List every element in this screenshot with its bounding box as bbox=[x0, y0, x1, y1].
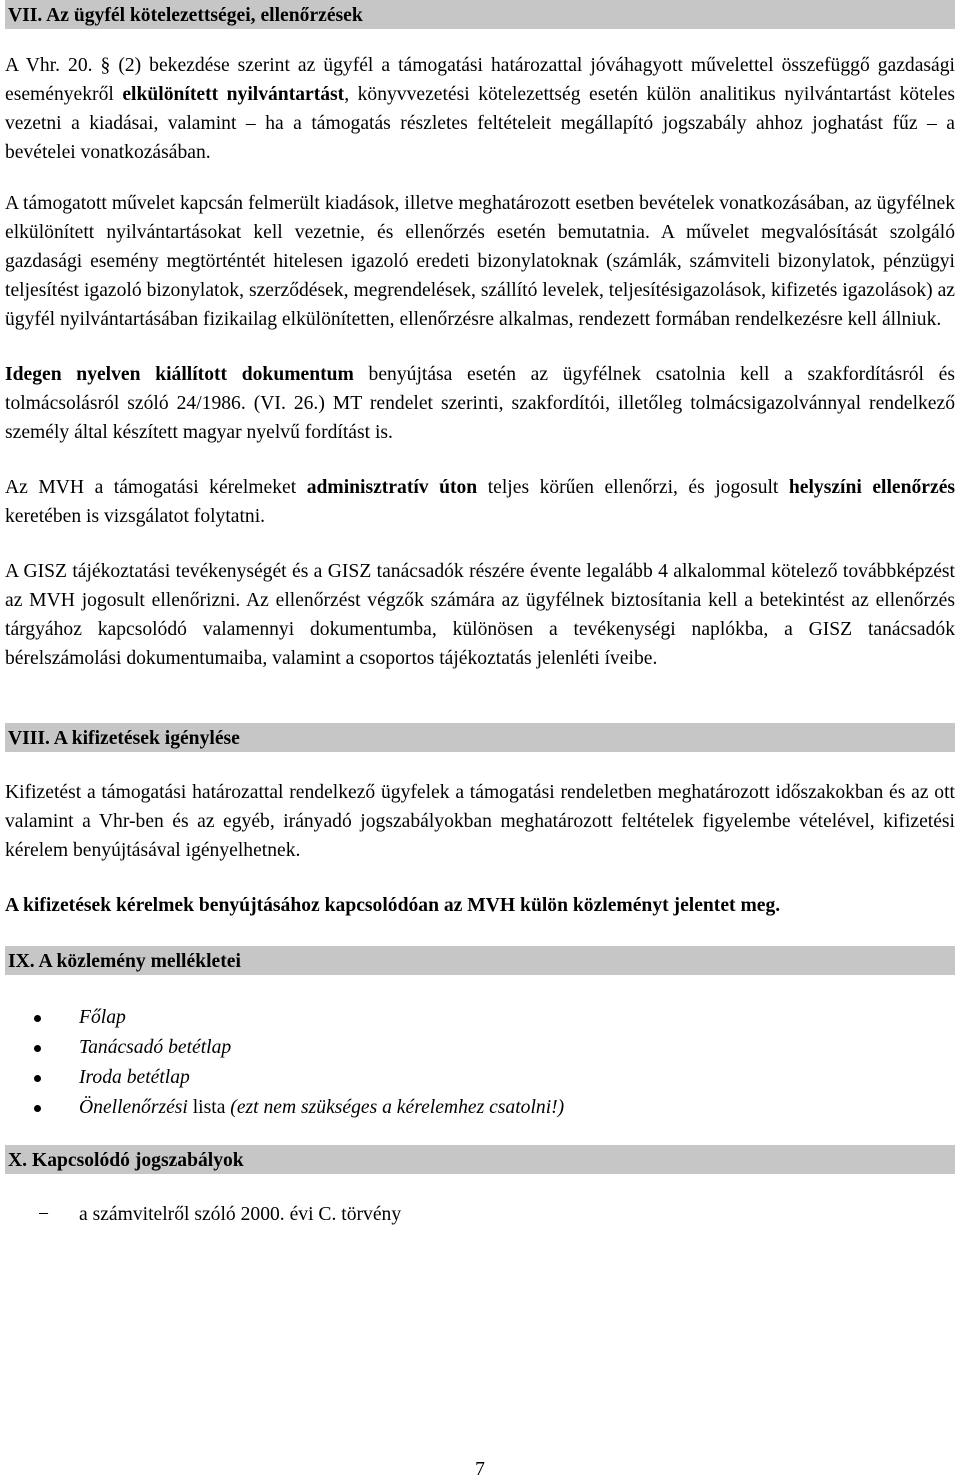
paragraph-vhr: A Vhr. 20. § (2) bekezdése szerint az ügyfél a támogatási határozattal jóváhagyott művelettel összefüggő gazdasági eseményekről elkülönített nyilvántartást, könyvvezetési kötelezettség esetén külön analitikus nyilvántartást köteles vezetni a kiadásai, valamint – ha a támogatás részletes feltételeit megállapító jogszabály ahhoz joghatást fűz – a bevételei vonatkozásában. bbox=[5, 55, 955, 163]
bullet-icon bbox=[34, 1075, 41, 1082]
section-heading-vii: VII. Az ügyfél kötelezettségei, ellenőrzések bbox=[5, 0, 955, 29]
paragraph-records: A támogatott művelet kapcsán felmerült kiadások, illetve meghatározott esetben bevételek vonatkozásában, az ügyfélnek elkülönített nyilvántartásokat kell vezetnie, és ellenőrzés esetén bemutatnia. A művelet megvalósítását szolgáló gazdasági esemény megtörténtét hitelesen igazoló eredeti bizonylatoknak (számlák, számviteli bizonylatok, pénzügyi teljesítést igazoló bizonylatok, szerződések, megrendelések, szállító levelek, teljesítésigazolások, kifizetés igazolások) az ügyfél nyilvántartásában fizikailag elkülönítetten, ellenőrzésre alkalmas, rendezett formában rendelkezésre kell állniuk. bbox=[5, 193, 955, 330]
bullet-icon bbox=[34, 1105, 41, 1112]
paragraph-payment-notice: A kifizetések kérelmek benyújtásához kapcsolódóan az MVH külön közleményt jelentet meg. bbox=[5, 895, 781, 916]
list-item: Főlap bbox=[5, 1003, 955, 1033]
section-heading-x: X. Kapcsolódó jogszabályok bbox=[5, 1145, 955, 1174]
paragraph-foreign-docs: Idegen nyelven kiállított dokumentum benyújtása esetén az ügyfélnek csatolnia kell a szakfordításról és tolmácsolásról szóló 24/1986. (VI. 26.) MT rendelet szerinti, szakfordítói, illetőleg tolmácsigazolvánnyal rendelkező személy által készített magyar nyelvű fordítást is. bbox=[5, 364, 955, 443]
attachments-list bbox=[5, 1003, 955, 1123]
paragraph-gisz: A GISZ tájékoztatási tevékenységét és a GISZ tanácsadók részére évente legalább 4 alkalommal kötelező továbbképzést az MVH jogosult ellenőrizni. Az ellenőrzést végzők számára az ügyfélnek biztosítania kell a betekintést az ellenőrzés tárgyához kapcsolódó valamennyi dokumentumba, különösen a tevékenységi naplókba, a GISZ tanácsadók bérelszámolási dokumentumaiba, valamint a csoportos tájékoztatás jelenléti íveibe. bbox=[5, 561, 955, 669]
list-item: Önellenőrzési lista (ezt nem szükséges a kérelemhez csatolni!) bbox=[5, 1093, 955, 1123]
list-item: Tanácsadó betétlap bbox=[5, 1033, 955, 1063]
list-item: − a számvitelről szóló 2000. évi C. törvény bbox=[5, 1200, 955, 1230]
paragraph-payments: Kifizetést a támogatási határozattal rendelkező ügyfelek a támogatási rendeletben meghatározott időszakokban és az ott valamint a Vhr-ben és az egyéb, irányadó jogszabályokban meghatározott feltételek figyelembe vételével, kifizetési kérelem benyújtásával igényelhetnek. bbox=[5, 782, 955, 861]
list-item: Iroda betétlap bbox=[5, 1063, 955, 1093]
page-number: 7 bbox=[475, 1459, 485, 1480]
document-page bbox=[5, 0, 955, 1230]
bullet-icon bbox=[34, 1045, 41, 1052]
section-heading-viii: VIII. A kifizetések igénylése bbox=[5, 723, 955, 752]
paragraph-mvh-check: Az MVH a támogatási kérelmeket adminisztratív úton teljes körűen ellenőrzi, és jogosult helyszíni ellenőrzés keretében is vizsgálatot folytatni. bbox=[5, 477, 956, 527]
bullet-icon bbox=[34, 1015, 41, 1022]
section-heading-ix: IX. A közlemény mellékletei bbox=[5, 946, 955, 975]
dash-icon: − bbox=[38, 1204, 50, 1225]
legislation-list bbox=[5, 1200, 955, 1230]
